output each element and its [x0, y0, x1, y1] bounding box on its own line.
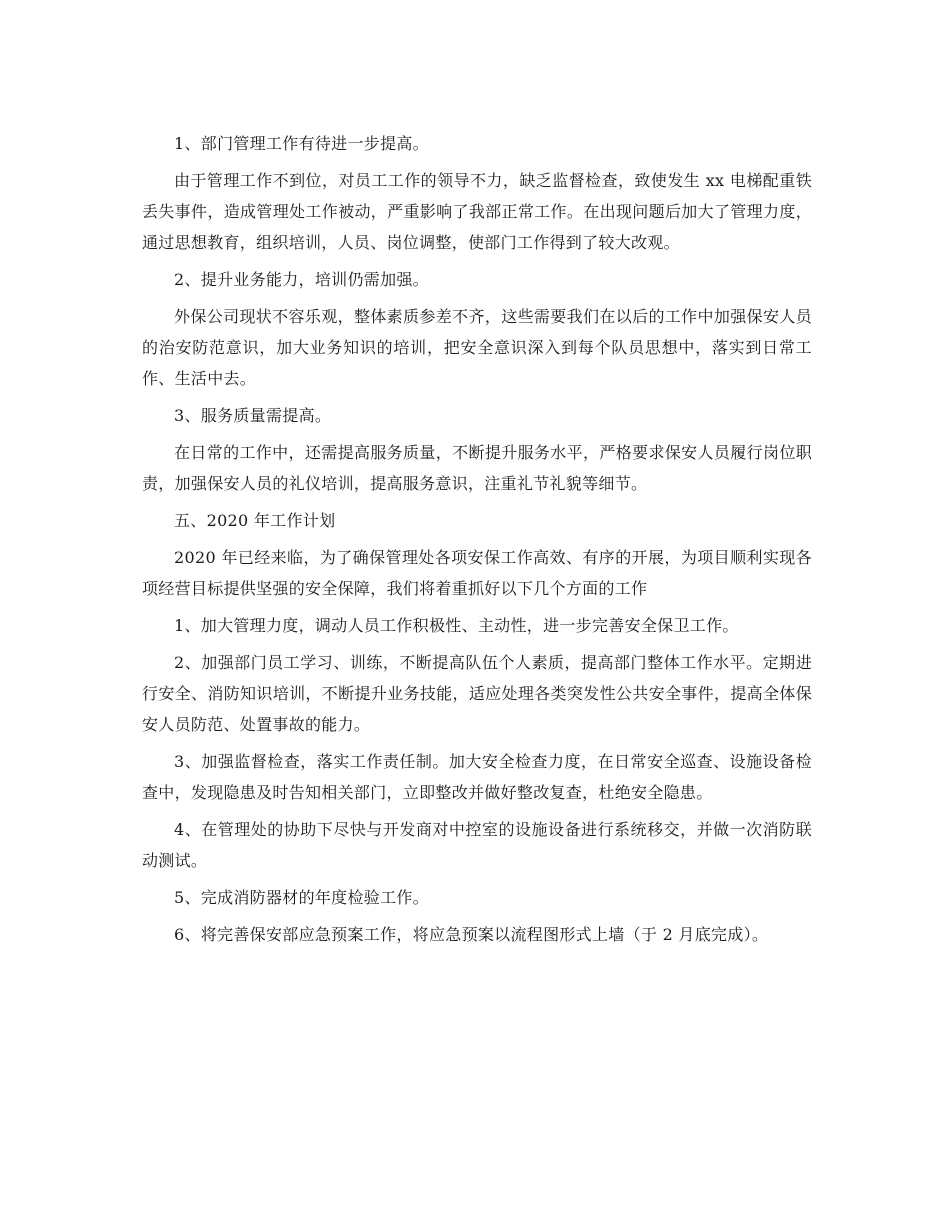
paragraph-training-detail: 外保公司现状不容乐观，整体素质参差不齐，这些需要我们在以后的工作中加强保安人员的治安防范意识，加大业务知识的培训，把安全意识深入到每个队员思想中，落实到日常工作、生活中去。	[142, 307, 812, 388]
section-heading-management: 1、部门管理工作有待进一步提高。	[174, 134, 429, 153]
section-heading-service: 3、服务质量需提高。	[174, 406, 332, 425]
plan-item-1: 1、加大管理力度，调动人员工作积极性、主动性，进一步完善安全保卫工作。	[174, 616, 739, 635]
plan-item-5: 5、完成消防器材的年度检验工作。	[174, 888, 429, 907]
section-heading-training: 2、提升业务能力，培训仍需加强。	[174, 270, 429, 289]
plan-item-3: 3、加强监督检查，落实工作责任制。加大安全检查力度，在日常安全巡查、设施设备检查中，发现隐患及时告知相关部门，立即整改并做好整改复查，杜绝安全隐患。	[142, 752, 812, 802]
document-body	[142, 128, 812, 956]
paragraph-management-detail: 由于管理工作不到位，对员工工作的领导不力，缺乏监督检查，致使发生 xx 电梯配重铁丢失事件，造成管理处工作被动，严重影响了我部正常工作。在出现问题后加大了管理力度，通过思想教育，组织培训，人员、岗位调整，使部门工作得到了较大改观。	[142, 171, 812, 252]
section-heading-plan: 五、2020 年工作计划	[174, 511, 336, 530]
plan-item-4: 4、在管理处的协助下尽快与开发商对中控室的设施设备进行系统移交，并做一次消防联动测试。	[142, 820, 812, 870]
paragraph-plan-intro: 2020 年已经来临，为了确保管理处各项安保工作高效、有序的开展，为项目顺利实现各项经营目标提供坚强的安全保障，我们将着重抓好以下几个方面的工作	[142, 548, 812, 598]
plan-item-2: 2、加强部门员工学习、训练，不断提高队伍个人素质，提高部门整体工作水平。定期进行安全、消防知识培训，不断提升业务技能，适应处理各类突发性公共安全事件，提高全体保安人员防范、处置事故的能力。	[142, 653, 812, 734]
paragraph-service-detail: 在日常的工作中，还需提高服务质量，不断提升服务水平，严格要求保安人员履行岗位职责，加强保安人员的礼仪培训，提高服务意识，注重礼节礼貌等细节。	[142, 443, 812, 493]
plan-item-6: 6、将完善保安部应急预案工作，将应急预案以流程图形式上墙（于 2 月底完成）。	[174, 925, 769, 944]
